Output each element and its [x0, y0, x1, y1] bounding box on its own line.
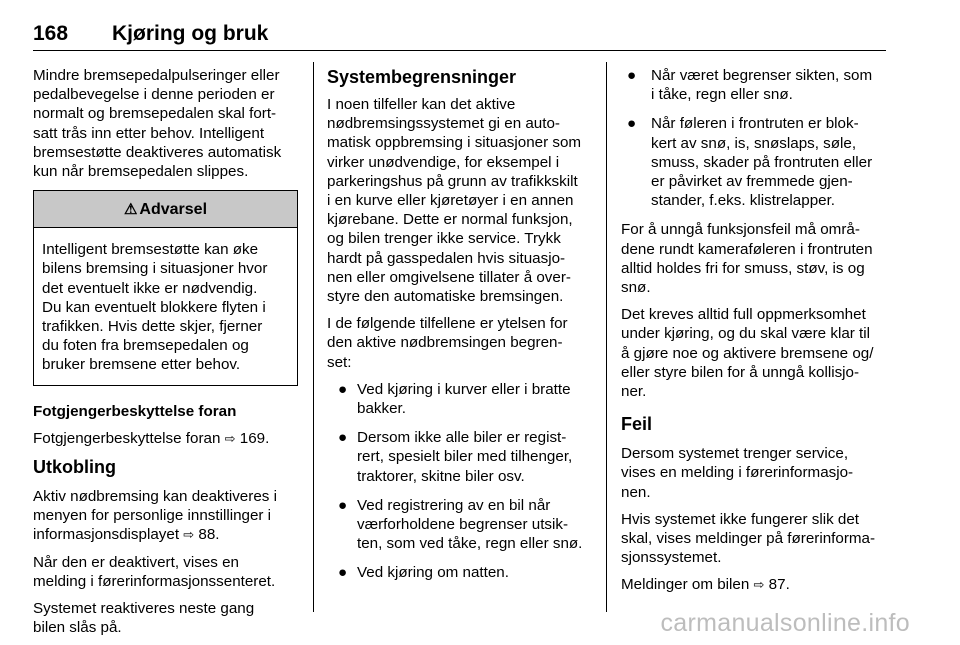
deactivated-paragraph [33, 553, 298, 591]
text-line: Når føleren i frontruten er blok- [651, 115, 859, 133]
text-line: Når den er deaktivert, vises en [33, 553, 239, 571]
text-line: pedalbevegelse i denne perioden er [33, 86, 275, 104]
bullet-icon: ● [627, 115, 637, 133]
section-heading-limitations: Systembegrensninger [327, 67, 517, 87]
bullet-icon: ● [338, 380, 348, 398]
text-line: For å unngå funksjonsfeil må områ- [621, 221, 860, 239]
warning-title: Advarsel [139, 200, 208, 218]
warning-line: bilens bremsing i situasjoner hvor [42, 260, 268, 278]
warning-box [33, 190, 298, 385]
list-item [327, 380, 593, 418]
text-line: satt trås inn etter behov. Intelligent [33, 124, 265, 142]
text-line: Hvis systemet ikke fungerer slik det [621, 510, 860, 528]
text-line: Dersom systemet trenger service, [621, 445, 849, 463]
watermark: carmanualsonline.info [660, 609, 910, 637]
reference-text: Fotgjengerbeskyttelse foran [33, 429, 225, 447]
text-line: den aktive nødbremsingen begren- [327, 334, 563, 352]
text-line: melding i førerinformasjonssenteret. [33, 572, 276, 590]
text-line: Aktiv nødbremsing kan deaktiveres i [33, 488, 277, 506]
warning-line: det eventuelt ikke er nødvendig. [42, 279, 258, 297]
text-line: matisk oppbremsing i situasjoner som [327, 134, 582, 152]
warning-title-bar [34, 191, 297, 228]
text-line: vises en melding i førerinformasjo- [621, 464, 854, 482]
page-header [33, 22, 886, 52]
text-line: smuss, skader på frontruten eller [651, 153, 873, 171]
limitations-bullet-list [327, 380, 593, 583]
page-reference-arrow-icon: ⇨ [753, 577, 765, 593]
warning-line: trafikken. Hvis dette skjer, fjerner [42, 318, 263, 336]
text-line: hardt på gasspedalen hvis situasjo- [327, 249, 566, 267]
intro-paragraph [33, 66, 298, 181]
text-line: menyen for personlige innstillinger i [33, 507, 272, 525]
malfunction-paragraph [621, 510, 887, 568]
text-line: eller styre bilen for å unngå kollisjo- [621, 363, 860, 381]
text-line: I noen tilfeller kan det aktive [327, 96, 516, 113]
text-line: set: [327, 353, 352, 371]
warning-triangle-icon: ⚠ [123, 200, 138, 218]
text-line: Ved kjøring om natten. [357, 564, 509, 582]
text-line: under kjøring, og du skal være klar til [621, 325, 871, 343]
header-rule [33, 50, 886, 51]
text-line: alltid holdes fri for smuss, støv, is og [621, 259, 865, 277]
service-paragraph [621, 444, 887, 502]
list-item [621, 114, 887, 210]
column-divider-2 [606, 62, 607, 612]
warning-line: Du kan eventuelt blokkere flyten i [42, 298, 266, 316]
text-line: Når været begrenser sikten, som [651, 67, 873, 84]
text-line: og bilen trenger ikke service. Trykk [327, 230, 561, 248]
warning-line: du foten fra bremsepedalen og [42, 337, 249, 355]
list-item [621, 66, 887, 104]
text-line: sjonssystemet. [621, 549, 722, 567]
pedestrian-reference [33, 429, 298, 448]
section-heading-utkobling: Utkobling [33, 457, 116, 478]
text-line: er påvirket av fremmede gjen- [651, 173, 853, 191]
text-line: Ved registrering av en bil når [357, 496, 551, 514]
page-reference-arrow-icon: ⇨ [183, 527, 195, 543]
text-line: stander, f.eks. klistrelapper. [651, 192, 836, 210]
text-line: nødbremsingssystemet gi en auto- [327, 115, 560, 133]
utkobling-paragraph [33, 487, 298, 545]
warning-line: Intelligent bremsestøtte kan øke [42, 241, 259, 259]
text-line: ner. [621, 383, 647, 401]
text-line: i tåke, regn eller snø. [651, 86, 793, 104]
page-number: 168 [33, 22, 69, 45]
text-line: å gjøre noe og aktivere bremsene og/ [621, 344, 874, 362]
bullet-icon: ● [338, 496, 348, 514]
text-line: snø. [621, 279, 651, 297]
text-line: I de følgende tilfellene er ytelsen for [327, 315, 568, 333]
text-line: rert, spesielt biler med tilhenger, [357, 448, 573, 466]
text-line: virker unødvendige, for eksempel i [327, 153, 560, 171]
page-reference-arrow-icon: ⇨ [224, 430, 236, 446]
text-line: Mindre bremsepedalpulseringer eller [33, 67, 280, 84]
bullet-icon: ● [338, 564, 348, 582]
text-line: dene rundt kameraføleren i frontruten [621, 240, 873, 258]
bullet-icon: ● [627, 67, 637, 84]
text-line: traktorer, skitne biler osv. [357, 467, 525, 485]
text-line: kun når bremsepedalen slippes. [33, 163, 249, 181]
messages-reference [621, 575, 887, 594]
column-divider-1 [313, 62, 314, 612]
text-line: parkeringshus på grunn av trafikkskilt [327, 172, 578, 190]
text-line: styre den automatiske bremsingen. [327, 288, 564, 306]
text-line [33, 525, 298, 544]
reference-page-link[interactable]: 88. [194, 526, 220, 544]
text-line: nen eller omgivelsene tillater å over- [327, 268, 571, 286]
text-line: kjørebane. Dette er normal funksjon, [327, 211, 573, 229]
warning-line: bruker bremsene etter behov. [42, 356, 241, 374]
reference-page-link[interactable]: 87. [764, 576, 790, 594]
sensor-bullet-list [621, 66, 887, 210]
reference-text: informasjonsdisplayet [33, 526, 184, 544]
text-line: værforholdene begrenser utsik- [357, 516, 569, 534]
reference-text: Meldinger om bilen [621, 576, 754, 594]
text-line: i en kurve eller kjøretøyer i en annen [327, 192, 574, 210]
text-line: bremsestøtte deaktiveres automatisk [33, 143, 282, 161]
list-item [327, 428, 593, 486]
text-line: kert av snø, is, snøslaps, søle, [651, 134, 857, 152]
list-item [327, 563, 593, 582]
text-line: skal, vises meldinger på førerinforma- [621, 530, 876, 548]
reference-page-link[interactable]: 169. [235, 429, 270, 447]
section-heading-feil: Feil [621, 414, 653, 435]
pedestrian-heading: Fotgjengerbeskyttelse foran [33, 402, 237, 420]
column-3 [621, 66, 887, 603]
text-line: bakker. [357, 400, 406, 418]
reactivate-paragraph [33, 599, 298, 637]
text-line: normalt og bremsepedalen skal fort- [33, 105, 277, 123]
text-line: Dersom ikke alle biler er regist- [357, 429, 567, 447]
list-item [327, 496, 593, 554]
text-line: nen. [621, 483, 651, 501]
text-line: ten, som ved tåke, regn eller snø. [357, 535, 583, 553]
warning-body [34, 228, 297, 384]
camera-paragraph [621, 220, 887, 297]
column-2 [327, 66, 593, 593]
column-1 [33, 66, 298, 645]
attention-paragraph [621, 305, 887, 401]
text-line: Det kreves alltid full oppmerksomhet [621, 306, 866, 324]
chapter-title: Kjøring og bruk [112, 22, 269, 45]
limited-performance-paragraph [327, 314, 593, 372]
bullet-icon: ● [338, 429, 348, 447]
limitations-paragraph [327, 95, 593, 306]
text-line: bilen slås på. [33, 619, 122, 637]
text-line: Ved kjøring i kurver eller i bratte [357, 380, 571, 398]
text-line: Systemet reaktiveres neste gang [33, 600, 255, 618]
